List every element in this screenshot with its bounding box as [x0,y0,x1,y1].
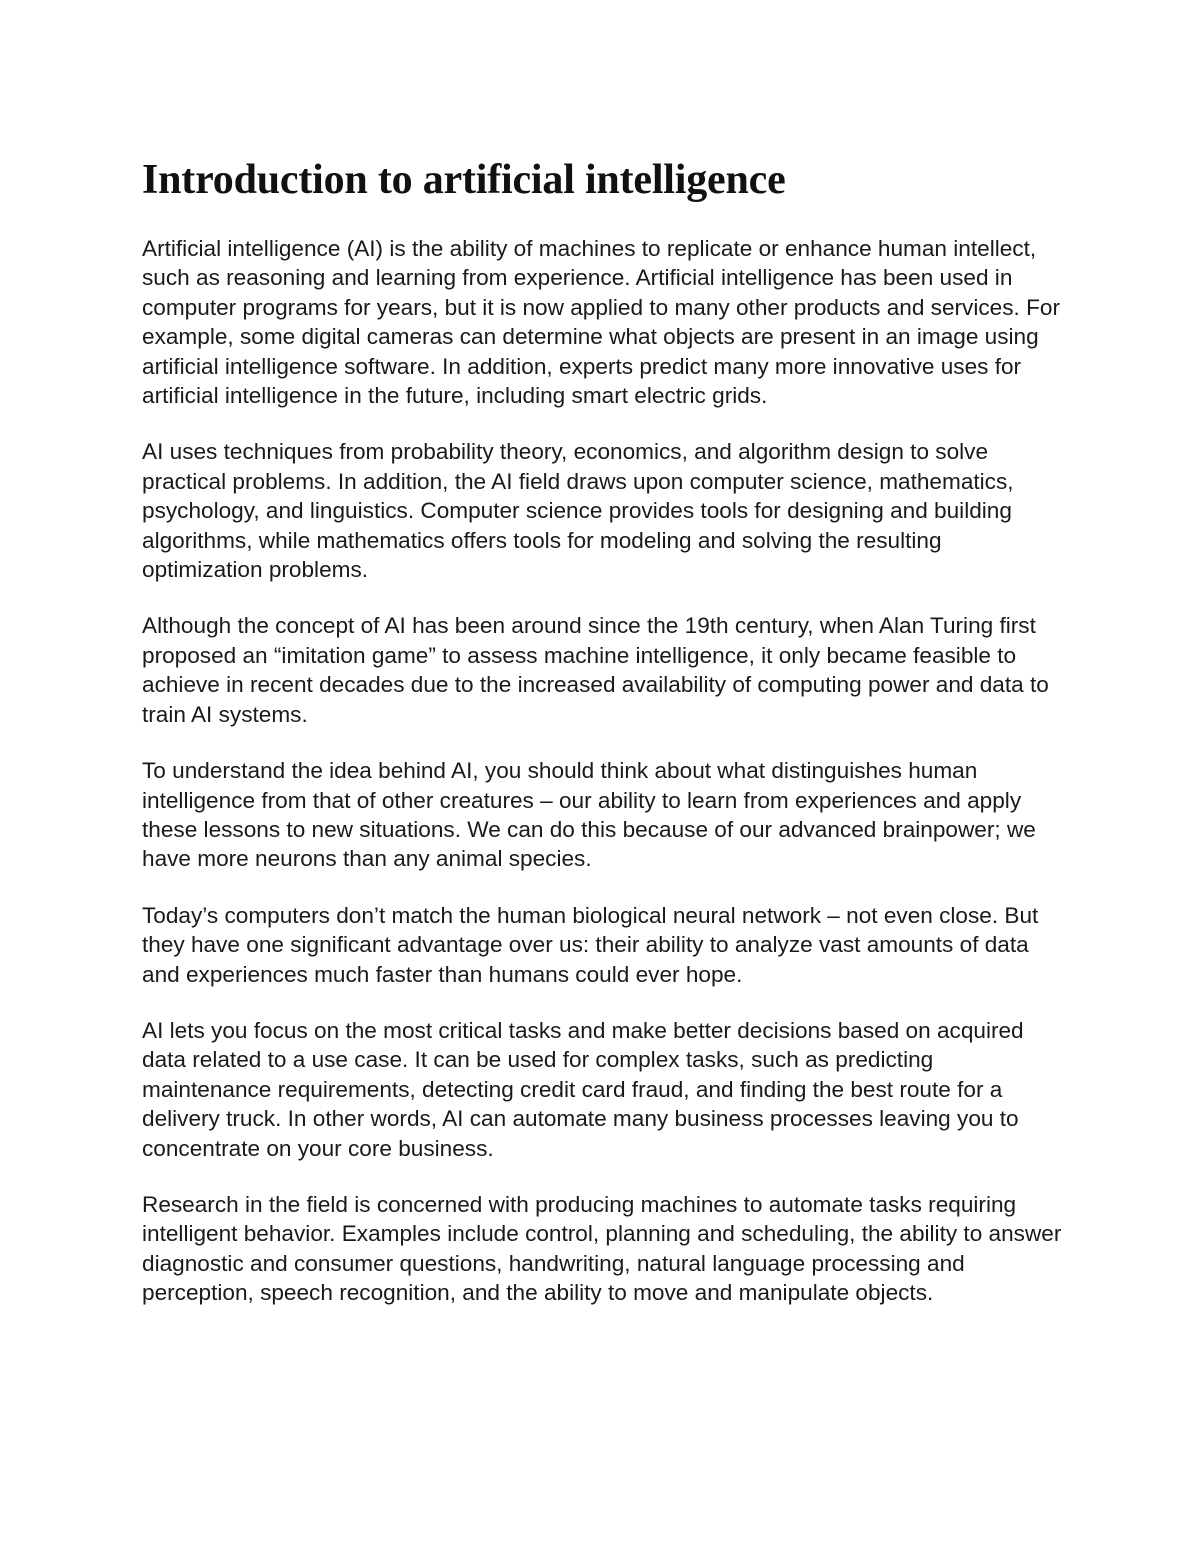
document-body [142,153,1062,1335]
paragraph-ai-research: Research in the field is concerned with producing machines to automate tasks requiring intelligent behavior. Examples include control, planning and scheduling, the ability to answer diagnostic and consumer questions, handwriting, natural language processing and perception, speech recognition, and the ability to move and manipulate objects. [142,1191,1062,1306]
document-title: Introduction to artificial intelligence [142,157,786,203]
paragraph-ai-business: AI lets you focus on the most critical tasks and make better decisions based on acquired data related to a use case. It can be used for complex tasks, such as predicting maintenance requirements, detecting credit card fraud, and finding the best route for a delivery truck. In other words, AI can automate many business processes leaving you to concentrate on your core business. [142,1017,1024,1161]
paragraph-ai-idea: To understand the idea behind AI, you should think about what distinguishes human intelligence from that of other creatures – our ability to learn from experiences and apply these lessons to new situations. We can do this because of our advanced brainpower; we have more neurons than any animal species. [142,758,1036,872]
paragraph-ai-techniques: AI uses techniques from probability theory, economics, and algorithm design to solve practical problems. In addition, the AI field draws upon computer science, mathematics, psychology, and linguistics. Computer science provides tools for designing and building algorithms, while mathematics offers tools for modeling and solving the resulting optimization problems. [142,439,1014,583]
paragraph-computers-vs-humans: Today’s computers don’t match the human biological neural network – not even close. But they have one significant advantage over us: their ability to analyze vast amounts of data and experiences much faster than humans could ever hope. [142,902,1039,987]
paragraph-ai-history: Although the concept of AI has been around since the 19th century, when Alan Turing first proposed an “imitation game” to assess machine intelligence, it only became feasible to achieve in recent decades due to the increased availability of computing power and data to train AI systems. [142,613,1049,727]
paragraph-ai-definition: Artificial intelligence (AI) is the ability of machines to replicate or enhance human intellect, such as reasoning and learning from experience. Artificial intelligence has been used in computer programs for years, but it is now applied to many other products and services. For example, some digital cameras can determine what objects are present in an image using artificial intelligence software. In addition, experts predict many more innovative uses for artificial intelligence in the future, including smart electric grids. [142,236,1060,409]
